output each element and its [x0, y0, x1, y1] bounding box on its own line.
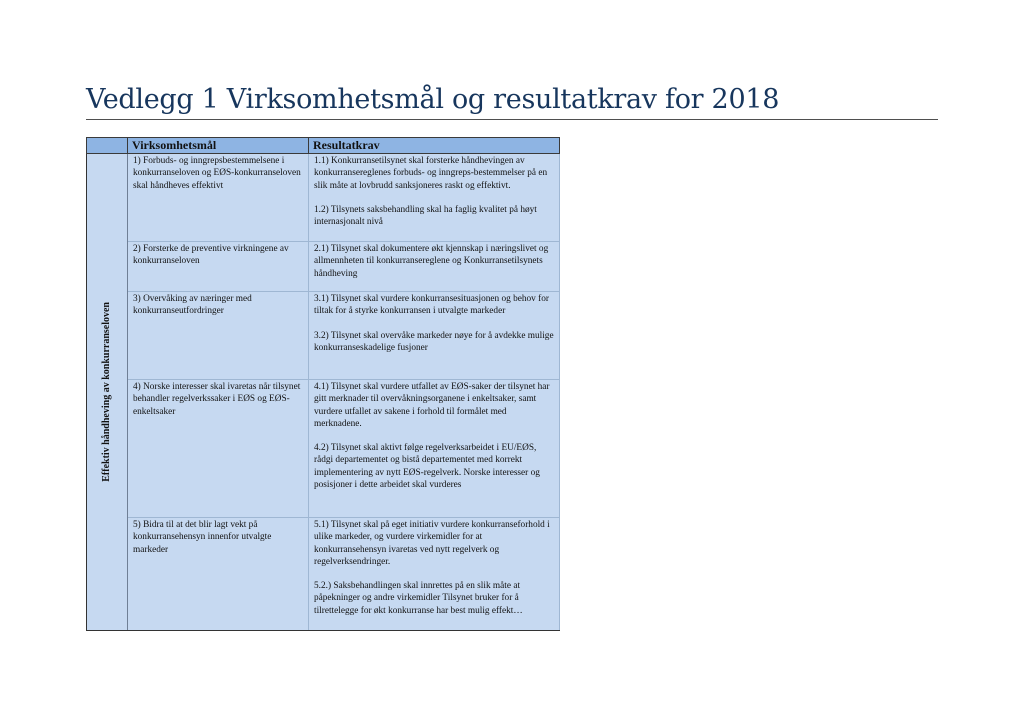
- requirement-text: 5.2.) Saksbehandlingen skal innrettes på en slik måte at påpekninger og andre virkemidler Tilsynet bruker for å tilrettelegge for økt konkurranse har best mulig effekt…: [314, 581, 523, 616]
- goal-text: 4) Norske interesser skal ivaretas når tilsynet behandler regelverkssaker i EØS og EØS-enkeltsaker: [133, 382, 301, 417]
- goal-text: 1) Forbuds- og inngrepsbestemmelsene i konkurranseloven og EØS-konkurranseloven skal håndheves effektivt: [133, 156, 301, 191]
- requirement-text: 3.2) Tilsynet skal overvåke markeder nøye for å avdekke mulige konkurranseskadelige fusjoner: [314, 330, 554, 353]
- goal-cell: [128, 292, 309, 380]
- requirement-text: 5.1) Tilsynet skal på eget initiativ vurdere konkurranseforhold i ulike markeder, og vurdere virkemidler for at konkurransehensyn ivaretas ved nytt regelverk og regelverksendringer.: [314, 520, 550, 567]
- goal-text: 3) Overvåking av næringer med konkurranseutfordringer: [133, 294, 252, 317]
- requirement-text: 2.1) Tilsynet skal dokumentere økt kjennskap i næringslivet og allmennheten til konkurransereglene og Konkurransetilsynets håndheving: [314, 244, 549, 279]
- table-row: [87, 292, 560, 380]
- goal-text: 5) Bidra til at det blir lagt vekt på konkurransehensyn innenfor utvalgte markeder: [133, 520, 272, 555]
- table-row: [87, 242, 560, 292]
- header-requirements: Resultatkrav: [309, 138, 560, 154]
- side-label-cell: [87, 154, 128, 631]
- header-goals: Virksomhetsmål: [128, 138, 309, 154]
- table-row: [87, 518, 560, 631]
- goal-cell: [128, 380, 309, 518]
- page-title: Vedlegg 1 Virksomhetsmål og resultatkrav for 2018: [86, 84, 780, 115]
- requirement-cell: [309, 518, 560, 631]
- requirement-text: 4.1) Tilsynet skal vurdere utfallet av EØS-saker der tilsynet har gitt merknader til overvåkningsorganene i enkeltsaker, samt vurdere utfallet av sakene i forhold til formålet med merknadene.: [314, 382, 550, 429]
- goal-cell: [128, 518, 309, 631]
- header-blank: [87, 138, 128, 154]
- table-row: [87, 154, 560, 242]
- side-label: Effektiv håndheving av konkurranseloven: [100, 302, 112, 482]
- requirement-text: 1.1) Konkurransetilsynet skal forsterke håndhevingen av konkurransereglenes forbuds- og inngreps-bestemmelser på en slik måte at lovbrudd sanksjoneres raskt og effektivt.: [314, 156, 548, 191]
- table-row: [87, 380, 560, 518]
- table-header-row: [87, 138, 560, 154]
- requirement-cell: [309, 380, 560, 518]
- goal-text: 2) Forsterke de preventive virkningene av konkurranseloven: [133, 244, 289, 267]
- goal-cell: [128, 154, 309, 242]
- requirement-text: 1.2) Tilsynets saksbehandling skal ha faglig kvalitet på høyt internasjonalt nivå: [314, 204, 537, 228]
- title-rule: [86, 119, 938, 120]
- goal-cell: [128, 242, 309, 292]
- requirement-cell: [309, 292, 560, 380]
- requirement-cell: [309, 154, 560, 242]
- requirement-text: 4.2) Tilsynet skal aktivt følge regelverksarbeidet i EU/EØS, rådgi departementet og bistå departementet med korrekt implementering av nytt EØS-regelverk. Norske interesser og posisjoner i dette arbeidet skal vurderes: [314, 443, 540, 491]
- requirement-cell: [309, 242, 560, 292]
- requirement-text: 3.1) Tilsynet skal vurdere konkurransesituasjonen og behov for tiltak for å styrke konkurransen i utvalgte markeder: [314, 294, 549, 317]
- goals-table: [86, 137, 560, 631]
